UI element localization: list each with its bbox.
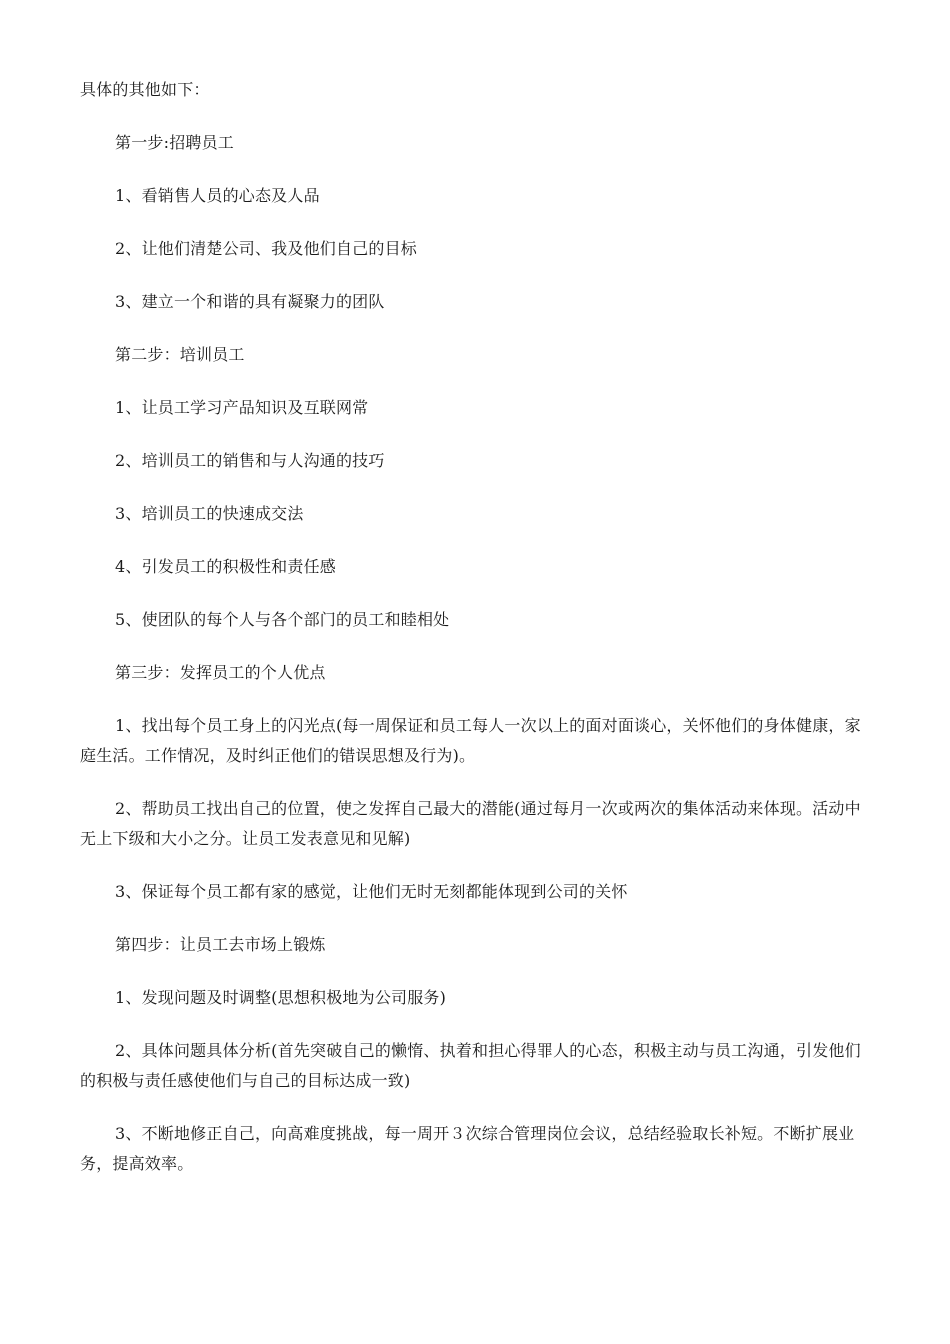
step-2-heading: 第二步：培训员工 [115,345,245,364]
step-1-heading: 第一步:招聘员工 [115,133,234,152]
step-3-item-3: 3、保证每个员工都有家的感觉，让他们无时无刻都能体现到公司的关怀 [115,882,628,901]
step-4-item-1: 1、发现问题及时调整(思想积极地为公司服务) [115,988,447,1007]
step-2-item-3: 3、培训员工的快速成交法 [115,504,304,523]
step-3-item-2: 2、帮助员工找出自己的位置，使之发挥自己最大的潜能(通过每月一次或两次的集体活动来体现。活动中无上下级和大小之分。让员工发表意见和见解) [80,799,861,848]
step-1-item-1: 1、看销售人员的心态及人品 [115,186,320,205]
step-4-item-3: 3、不断地修正自己，向高难度挑战，每一周开３次综合管理岗位会议，总结经验取长补短。不断扩展业务，提高效率。 [80,1124,855,1173]
step-2-item-2: 2、培训员工的销售和与人沟通的技巧 [115,451,385,470]
step-2-item-5: 5、使团队的每个人与各个部门的员工和睦相处 [115,610,450,629]
step-1-item-2: 2、让他们清楚公司、我及他们自己的目标 [115,239,417,258]
intro-paragraph: 具体的其他如下： [80,80,210,99]
document-body [80,75,870,1202]
step-3-heading: 第三步：发挥员工的个人优点 [115,663,326,682]
step-2-item-4: 4、引发员工的积极性和责任感 [115,557,336,576]
step-4-heading: 第四步：让员工去市场上锻炼 [115,935,326,954]
step-4-item-2: 2、具体问题具体分析(首先突破自己的懒惰、执着和担心得罪人的心态，积极主动与员工沟通，引发他们的积极与责任感使他们与自己的目标达成一致) [80,1041,861,1090]
step-3-item-1: 1、找出每个员工身上的闪光点(每一周保证和员工每人一次以上的面对面谈心，关怀他们的身体健康，家庭生活。工作情况，及时纠正他们的错误思想及行为)。 [80,716,861,765]
step-2-item-1: 1、让员工学习产品知识及互联网常 [115,398,369,417]
step-1-item-3: 3、建立一个和谐的具有凝聚力的团队 [115,292,385,311]
